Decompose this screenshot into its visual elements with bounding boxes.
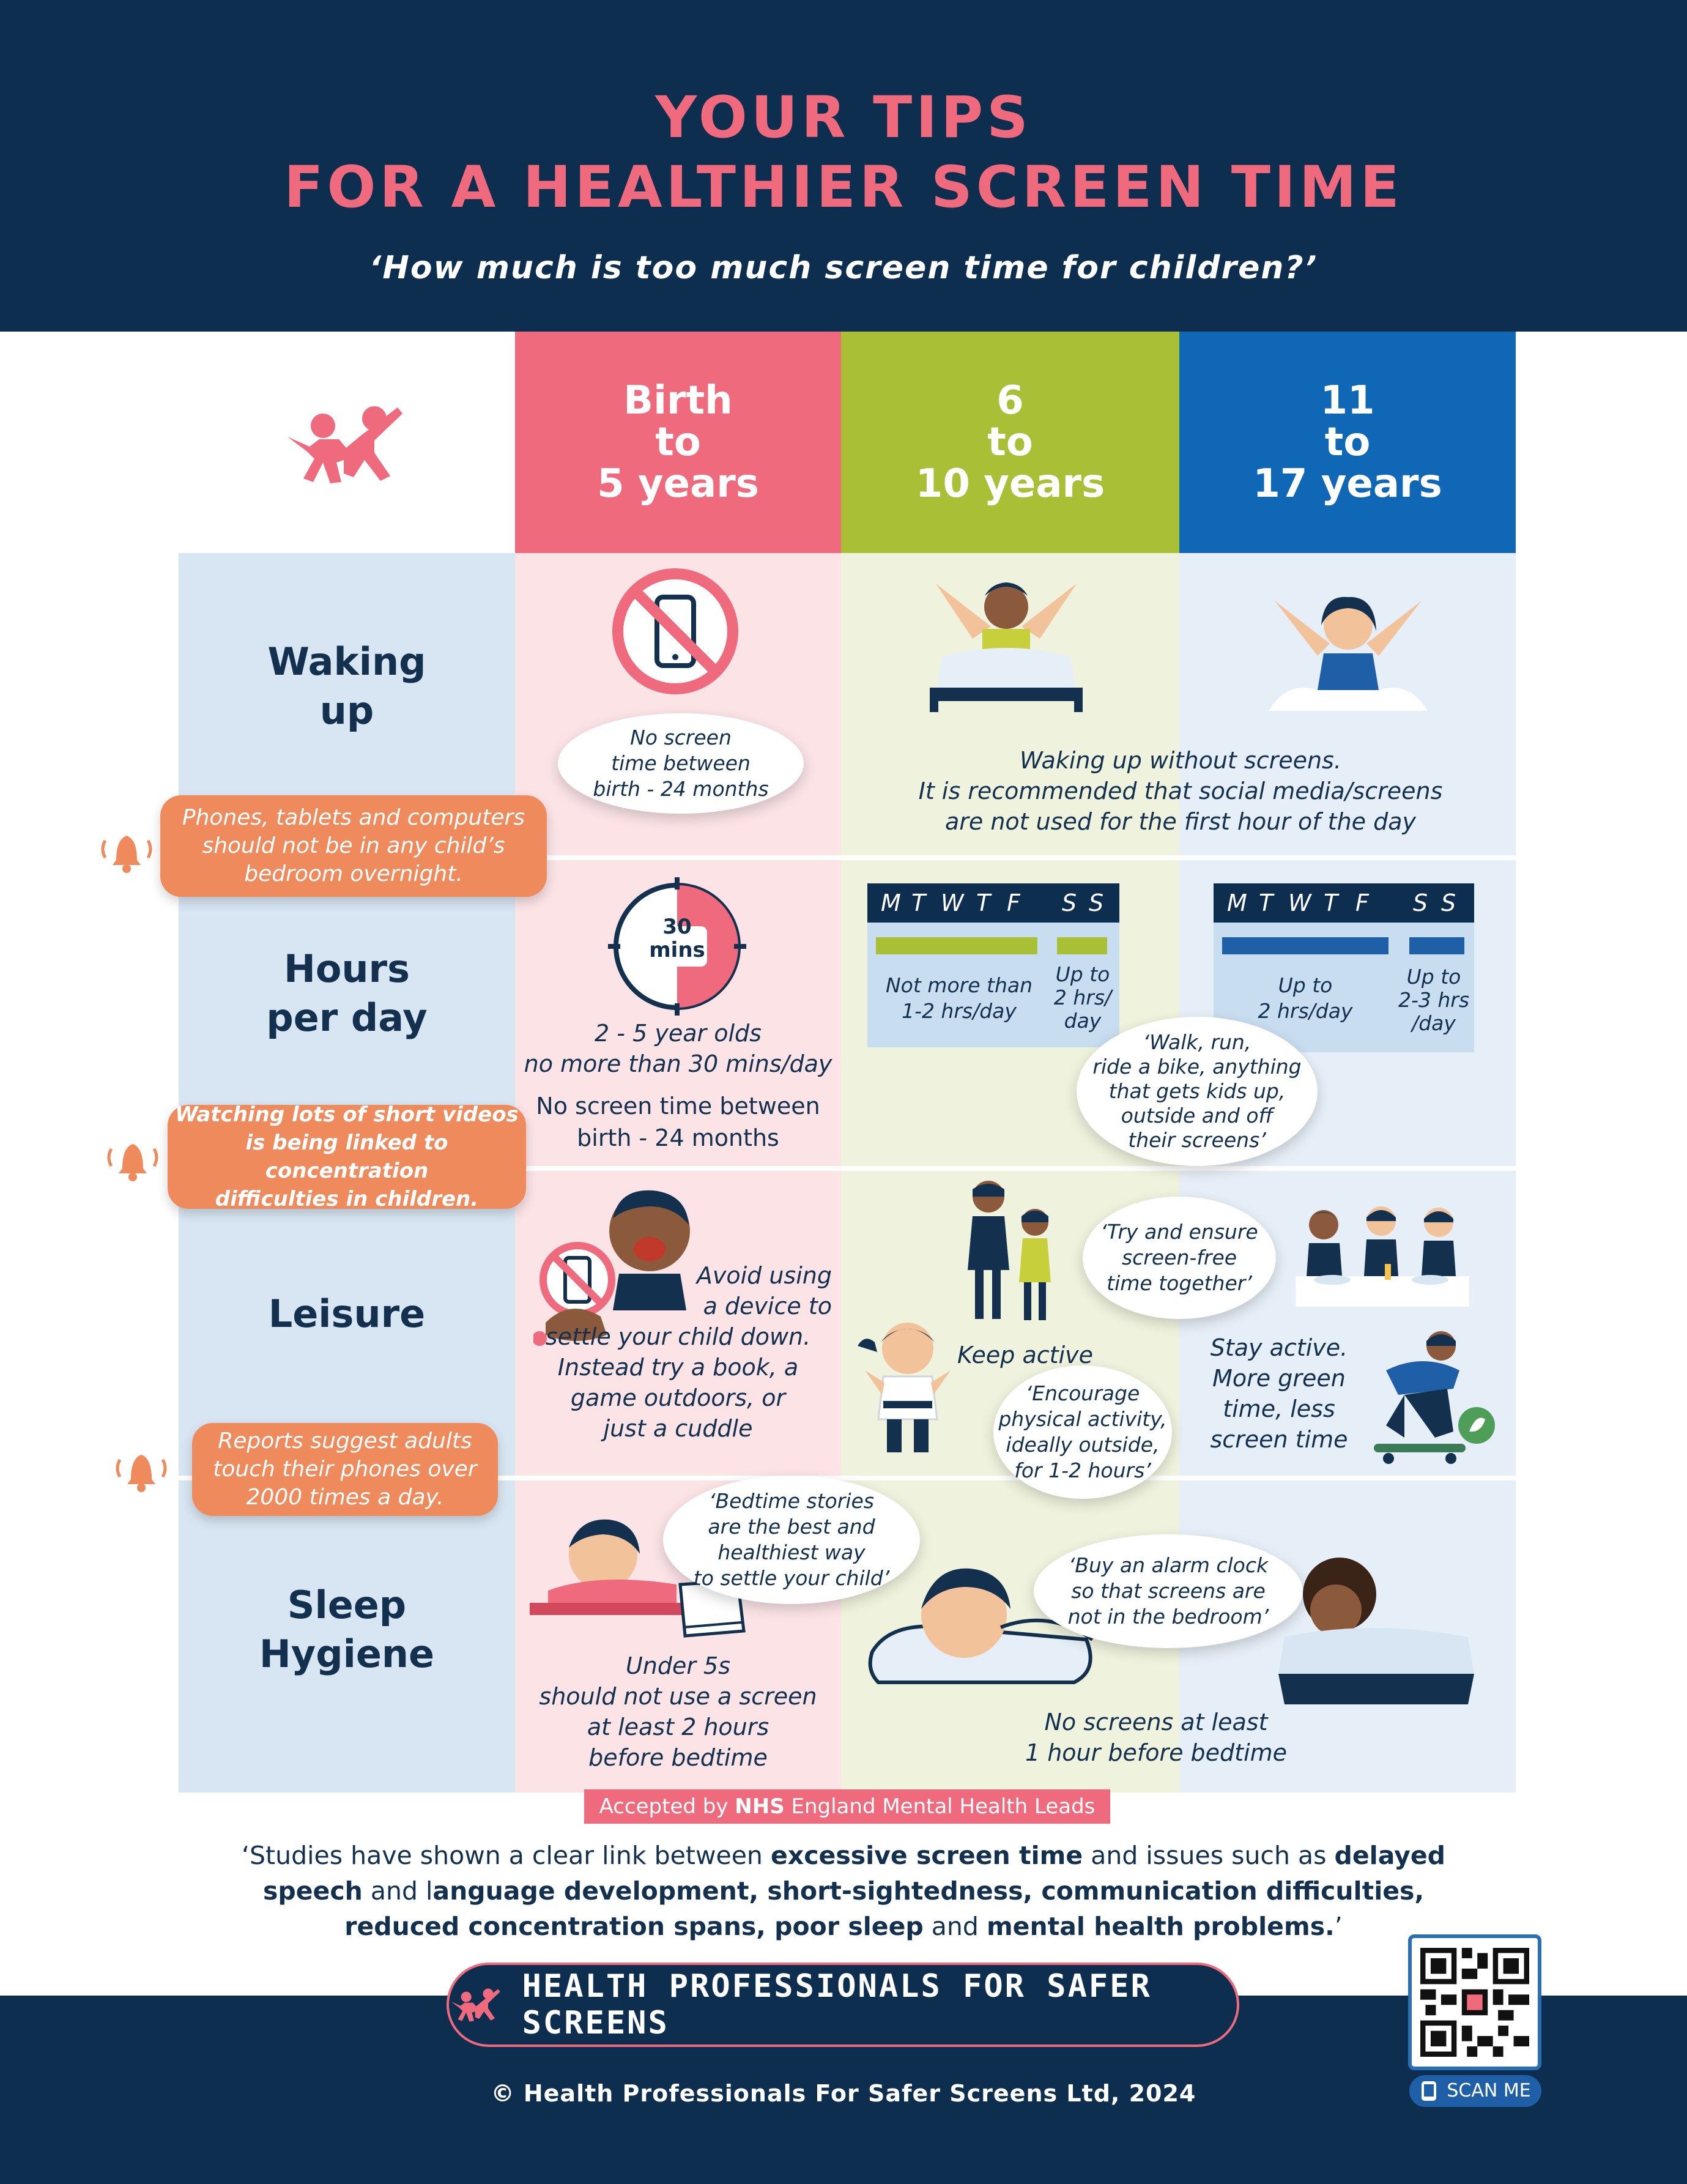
quote-bold-text: reduced concentration spans, poor sleep bbox=[344, 1912, 924, 1941]
quote-text: ‘Studies have shown a clear link between bbox=[241, 1841, 771, 1870]
weekend-limit-text bbox=[1396, 965, 1472, 1035]
day-label: T bbox=[1324, 890, 1338, 916]
weekday-bar bbox=[876, 937, 1037, 954]
badge-text: England Mental Health Leads bbox=[784, 1794, 1096, 1819]
bubble-text: ‘Walk, run, bbox=[1143, 1030, 1251, 1054]
quote-bold-text: mental health problems. bbox=[986, 1912, 1335, 1941]
column-header-text: to bbox=[987, 420, 1033, 465]
column-header-text: 5 years bbox=[597, 461, 759, 507]
text-line: day bbox=[1064, 1009, 1102, 1033]
day-label: S bbox=[1062, 890, 1077, 916]
week-days-header bbox=[867, 883, 1119, 923]
weekend-bar bbox=[1409, 937, 1464, 954]
family-dinner-icon bbox=[1296, 1200, 1469, 1314]
text-line: screen time bbox=[1210, 1426, 1348, 1453]
quote-text: ’ bbox=[1334, 1912, 1343, 1941]
bubble-text: ‘Buy an alarm clock bbox=[1068, 1553, 1269, 1577]
bubble-text: to settle your child’ bbox=[693, 1566, 890, 1590]
week-table-6-to-10 bbox=[867, 883, 1119, 1047]
speech-bubble-walk-run bbox=[1077, 1017, 1318, 1166]
day-label: W bbox=[1288, 890, 1311, 916]
sleeping-teen-in-bed-icon bbox=[1272, 1558, 1480, 1714]
column-header-text: 6 bbox=[996, 378, 1024, 423]
bubble-text: physical activity, bbox=[998, 1407, 1167, 1431]
page-title-line-1: YOUR TIPS bbox=[655, 84, 1032, 151]
alert-adults-touch-phones bbox=[192, 1423, 498, 1516]
text-line: No screens at least bbox=[1044, 1709, 1268, 1736]
day-label: S bbox=[1089, 890, 1104, 916]
text-line: Under 5s bbox=[625, 1652, 731, 1679]
row-label-waking-up bbox=[179, 637, 515, 735]
row-label-hours-per-day bbox=[179, 945, 515, 1042]
text-line: settle your child down. bbox=[545, 1323, 811, 1350]
keep-active-label: Keep active bbox=[957, 1342, 1094, 1369]
text-line: 2-3 hrs bbox=[1398, 988, 1470, 1012]
row-label-text: Sleep bbox=[287, 1583, 407, 1627]
quote-text: and issues such as bbox=[1083, 1841, 1335, 1870]
text-line: 1-2 hrs/day bbox=[902, 999, 1017, 1023]
child-waking-in-bed-icon bbox=[924, 571, 1089, 724]
logo-figures-icon bbox=[449, 1983, 504, 2026]
row-label-text: Waking bbox=[267, 639, 426, 684]
bubble-text: are the best and bbox=[708, 1515, 875, 1539]
text-line: game outdoors, or bbox=[570, 1384, 786, 1411]
text-line: Instead try a book, a bbox=[557, 1354, 799, 1381]
bubble-text: that gets kids up, bbox=[1108, 1079, 1286, 1103]
column-header-11-to-17 bbox=[1179, 332, 1516, 553]
children-walking-icon bbox=[954, 1178, 1070, 1331]
qr-code-pattern-icon bbox=[1420, 1947, 1529, 2058]
alert-text: is being linked to concentration bbox=[245, 1131, 448, 1183]
weekend-limit-text bbox=[1048, 963, 1117, 1033]
badge-text: Accepted by bbox=[599, 1794, 735, 1819]
organisation-banner bbox=[447, 1963, 1239, 2047]
bell-alert-icon bbox=[108, 1436, 175, 1498]
text-line: birth - 24 months bbox=[577, 1124, 779, 1151]
bell-alert-icon bbox=[99, 1126, 166, 1187]
text-line: Up to bbox=[1055, 962, 1110, 986]
text-line: 2 hrs/ bbox=[1053, 986, 1112, 1009]
row-label-text: Hygiene bbox=[259, 1632, 435, 1676]
quote-line-3 bbox=[184, 1909, 1503, 1944]
day-label: F bbox=[1007, 890, 1020, 916]
copyright-text: © Health Professionals For Safer Screens Ltd, 2024 bbox=[491, 2080, 1196, 2107]
quote-line-2 bbox=[184, 1873, 1503, 1909]
text-line: /day bbox=[1412, 1011, 1456, 1035]
day-label: M bbox=[1227, 890, 1247, 916]
bubble-text: their screens’ bbox=[1128, 1128, 1266, 1152]
column-header-text: 10 years bbox=[915, 461, 1105, 507]
leisure-teen-text bbox=[1199, 1332, 1359, 1455]
qr-code[interactable] bbox=[1408, 1934, 1541, 2070]
weekday-bar bbox=[1222, 937, 1389, 954]
timer-label bbox=[647, 915, 707, 962]
bubble-text: healthiest way bbox=[717, 1540, 866, 1564]
day-label: M bbox=[881, 890, 901, 916]
column-header-text: 17 years bbox=[1253, 461, 1442, 507]
text-line: Waking up without screens. bbox=[1020, 747, 1341, 774]
bell-alert-icon bbox=[93, 817, 160, 878]
skateboarder-icon bbox=[1362, 1328, 1496, 1469]
column-header-birth-to-5 bbox=[515, 332, 841, 553]
speech-bubble-alarm-clock bbox=[1034, 1534, 1303, 1648]
column-header-text: to bbox=[655, 420, 701, 465]
text-line: 2 - 5 year olds bbox=[595, 1020, 762, 1047]
karate-child-icon bbox=[853, 1315, 963, 1456]
column-header-text: 11 bbox=[1320, 378, 1375, 423]
alert-text: difficulties in children. bbox=[215, 1187, 479, 1211]
page-subtitle: ‘How much is too much screen time for children?’ bbox=[369, 250, 1318, 286]
quote-text: and l bbox=[362, 1876, 433, 1906]
text-line: Up to bbox=[1406, 965, 1461, 989]
alert-text: Phones, tablets and computers bbox=[182, 805, 525, 830]
day-label: S bbox=[1413, 890, 1428, 916]
sleep-older-text bbox=[979, 1707, 1333, 1768]
organisation-name: HEALTH PROFESSIONALS FOR SAFER SCREENS bbox=[522, 1968, 1152, 2041]
bubble-text: screen-free bbox=[1121, 1246, 1237, 1269]
column-header-text: to bbox=[1324, 420, 1371, 465]
speech-bubble-physical-activity bbox=[993, 1365, 1172, 1499]
quote-bold-text: speech bbox=[262, 1876, 363, 1906]
bubble-text: ride a bike, anything bbox=[1092, 1055, 1302, 1079]
alert-bedroom-devices bbox=[160, 795, 547, 897]
row-label-text: Hours bbox=[283, 946, 410, 991]
day-label: S bbox=[1441, 890, 1456, 916]
text-line: no more than 30 mins/day bbox=[524, 1050, 832, 1077]
scan-me-button[interactable] bbox=[1409, 2075, 1541, 2107]
alert-text: Reports suggest adults bbox=[218, 1428, 472, 1454]
bubble-text: so that screens are bbox=[1071, 1579, 1266, 1603]
text-line: at least 2 hours bbox=[587, 1714, 769, 1740]
bubble-text: time together’ bbox=[1107, 1271, 1252, 1295]
row-label-text: Leisure bbox=[268, 1291, 426, 1336]
teen-waking-stretching-icon bbox=[1262, 582, 1434, 727]
bubble-text: for 1-2 hours’ bbox=[1014, 1458, 1151, 1482]
day-label: T bbox=[911, 890, 926, 916]
timer-number: 30 bbox=[662, 915, 692, 939]
text-line: are not used for the first hour of the day bbox=[944, 808, 1417, 835]
weekend-bar bbox=[1057, 937, 1107, 954]
bubble-text: time between bbox=[611, 751, 751, 775]
page-title-line-2: FOR A HEALTHIER SCREEN TIME bbox=[284, 154, 1403, 221]
bubble-text: not in the bedroom’ bbox=[1067, 1605, 1269, 1629]
alert-text: touch their phones over bbox=[213, 1457, 477, 1482]
day-label: T bbox=[976, 890, 991, 916]
quote-bold-text: anguage development, short-sightedness, communication difficulties, bbox=[432, 1876, 1425, 1906]
text-line: 2 hrs/day bbox=[1258, 999, 1353, 1023]
alert-short-videos bbox=[168, 1102, 526, 1211]
logo-figures-icon bbox=[283, 401, 411, 487]
hours-young-text bbox=[515, 1018, 841, 1079]
day-label: T bbox=[1259, 890, 1274, 916]
day-label: F bbox=[1355, 890, 1369, 916]
row-label-leisure bbox=[179, 1290, 515, 1339]
row-label-text: up bbox=[319, 688, 374, 733]
text-line: time, less bbox=[1223, 1395, 1335, 1422]
bubble-text: ‘Try and ensure bbox=[1100, 1220, 1258, 1244]
text-line: should not use a screen bbox=[539, 1683, 817, 1710]
row-label-text: per day bbox=[266, 995, 428, 1040]
text-line: 1 hour before bedtime bbox=[1025, 1739, 1288, 1766]
text-line: just a cuddle bbox=[603, 1415, 753, 1442]
no-phone-icon bbox=[610, 566, 740, 696]
text-line: Up to bbox=[1278, 973, 1333, 997]
bubble-text: ideally outside, bbox=[1006, 1433, 1160, 1457]
speech-bubble-screen-free-time bbox=[1083, 1197, 1276, 1319]
bubble-text: outside and off bbox=[1121, 1104, 1274, 1127]
day-label: W bbox=[941, 890, 964, 916]
text-line: Stay active. bbox=[1210, 1334, 1348, 1361]
quote-line-1 bbox=[184, 1838, 1503, 1873]
bubble-text: ‘Bedtime stories bbox=[709, 1489, 874, 1513]
leisure-young-text-2 bbox=[515, 1321, 841, 1444]
quote-text: and bbox=[923, 1912, 987, 1941]
row-label-sleep-hygiene bbox=[179, 1581, 515, 1679]
text-line: before bedtime bbox=[588, 1744, 768, 1771]
quote-bold-text: delayed bbox=[1334, 1841, 1446, 1870]
timer-unit: mins bbox=[649, 938, 705, 962]
alert-text: 2000 times a day. bbox=[246, 1485, 444, 1510]
sleep-young-text bbox=[515, 1651, 841, 1773]
week-days-header bbox=[1214, 883, 1474, 923]
text-line: Avoid using bbox=[696, 1262, 832, 1289]
weekday-limit-text bbox=[873, 973, 1045, 1024]
bubble-text: No screen bbox=[630, 726, 732, 749]
text-line: More green bbox=[1212, 1365, 1346, 1392]
column-header-text: Birth bbox=[623, 378, 733, 423]
alert-text: bedroom overnight. bbox=[244, 861, 463, 886]
bubble-text: birth - 24 months bbox=[593, 777, 769, 801]
text-line: It is recommended that social media/screens bbox=[918, 778, 1443, 804]
text-line: Not more than bbox=[886, 973, 1033, 997]
bubble-text: ‘Encourage bbox=[1025, 1381, 1140, 1405]
hours-young-text-2 bbox=[515, 1090, 841, 1154]
alert-text: Watching lots of short videos bbox=[175, 1102, 519, 1127]
text-line: No screen time between bbox=[536, 1093, 820, 1120]
waking-older-text bbox=[856, 745, 1505, 837]
nhs-accepted-badge bbox=[584, 1789, 1110, 1824]
column-header-6-to-10 bbox=[841, 332, 1179, 553]
weekday-limit-text bbox=[1220, 973, 1391, 1024]
leisure-young-text bbox=[557, 1260, 832, 1321]
badge-bold-text: NHS bbox=[735, 1794, 785, 1819]
quote-bold-text: excessive screen time bbox=[770, 1841, 1083, 1870]
scan-me-label: SCAN ME bbox=[1447, 2080, 1531, 2101]
text-line: a device to bbox=[703, 1293, 832, 1320]
phone-scan-icon bbox=[1420, 2080, 1438, 2102]
speech-bubble-no-screen bbox=[558, 713, 804, 814]
alert-text: should not be in any child’s bbox=[202, 833, 505, 858]
